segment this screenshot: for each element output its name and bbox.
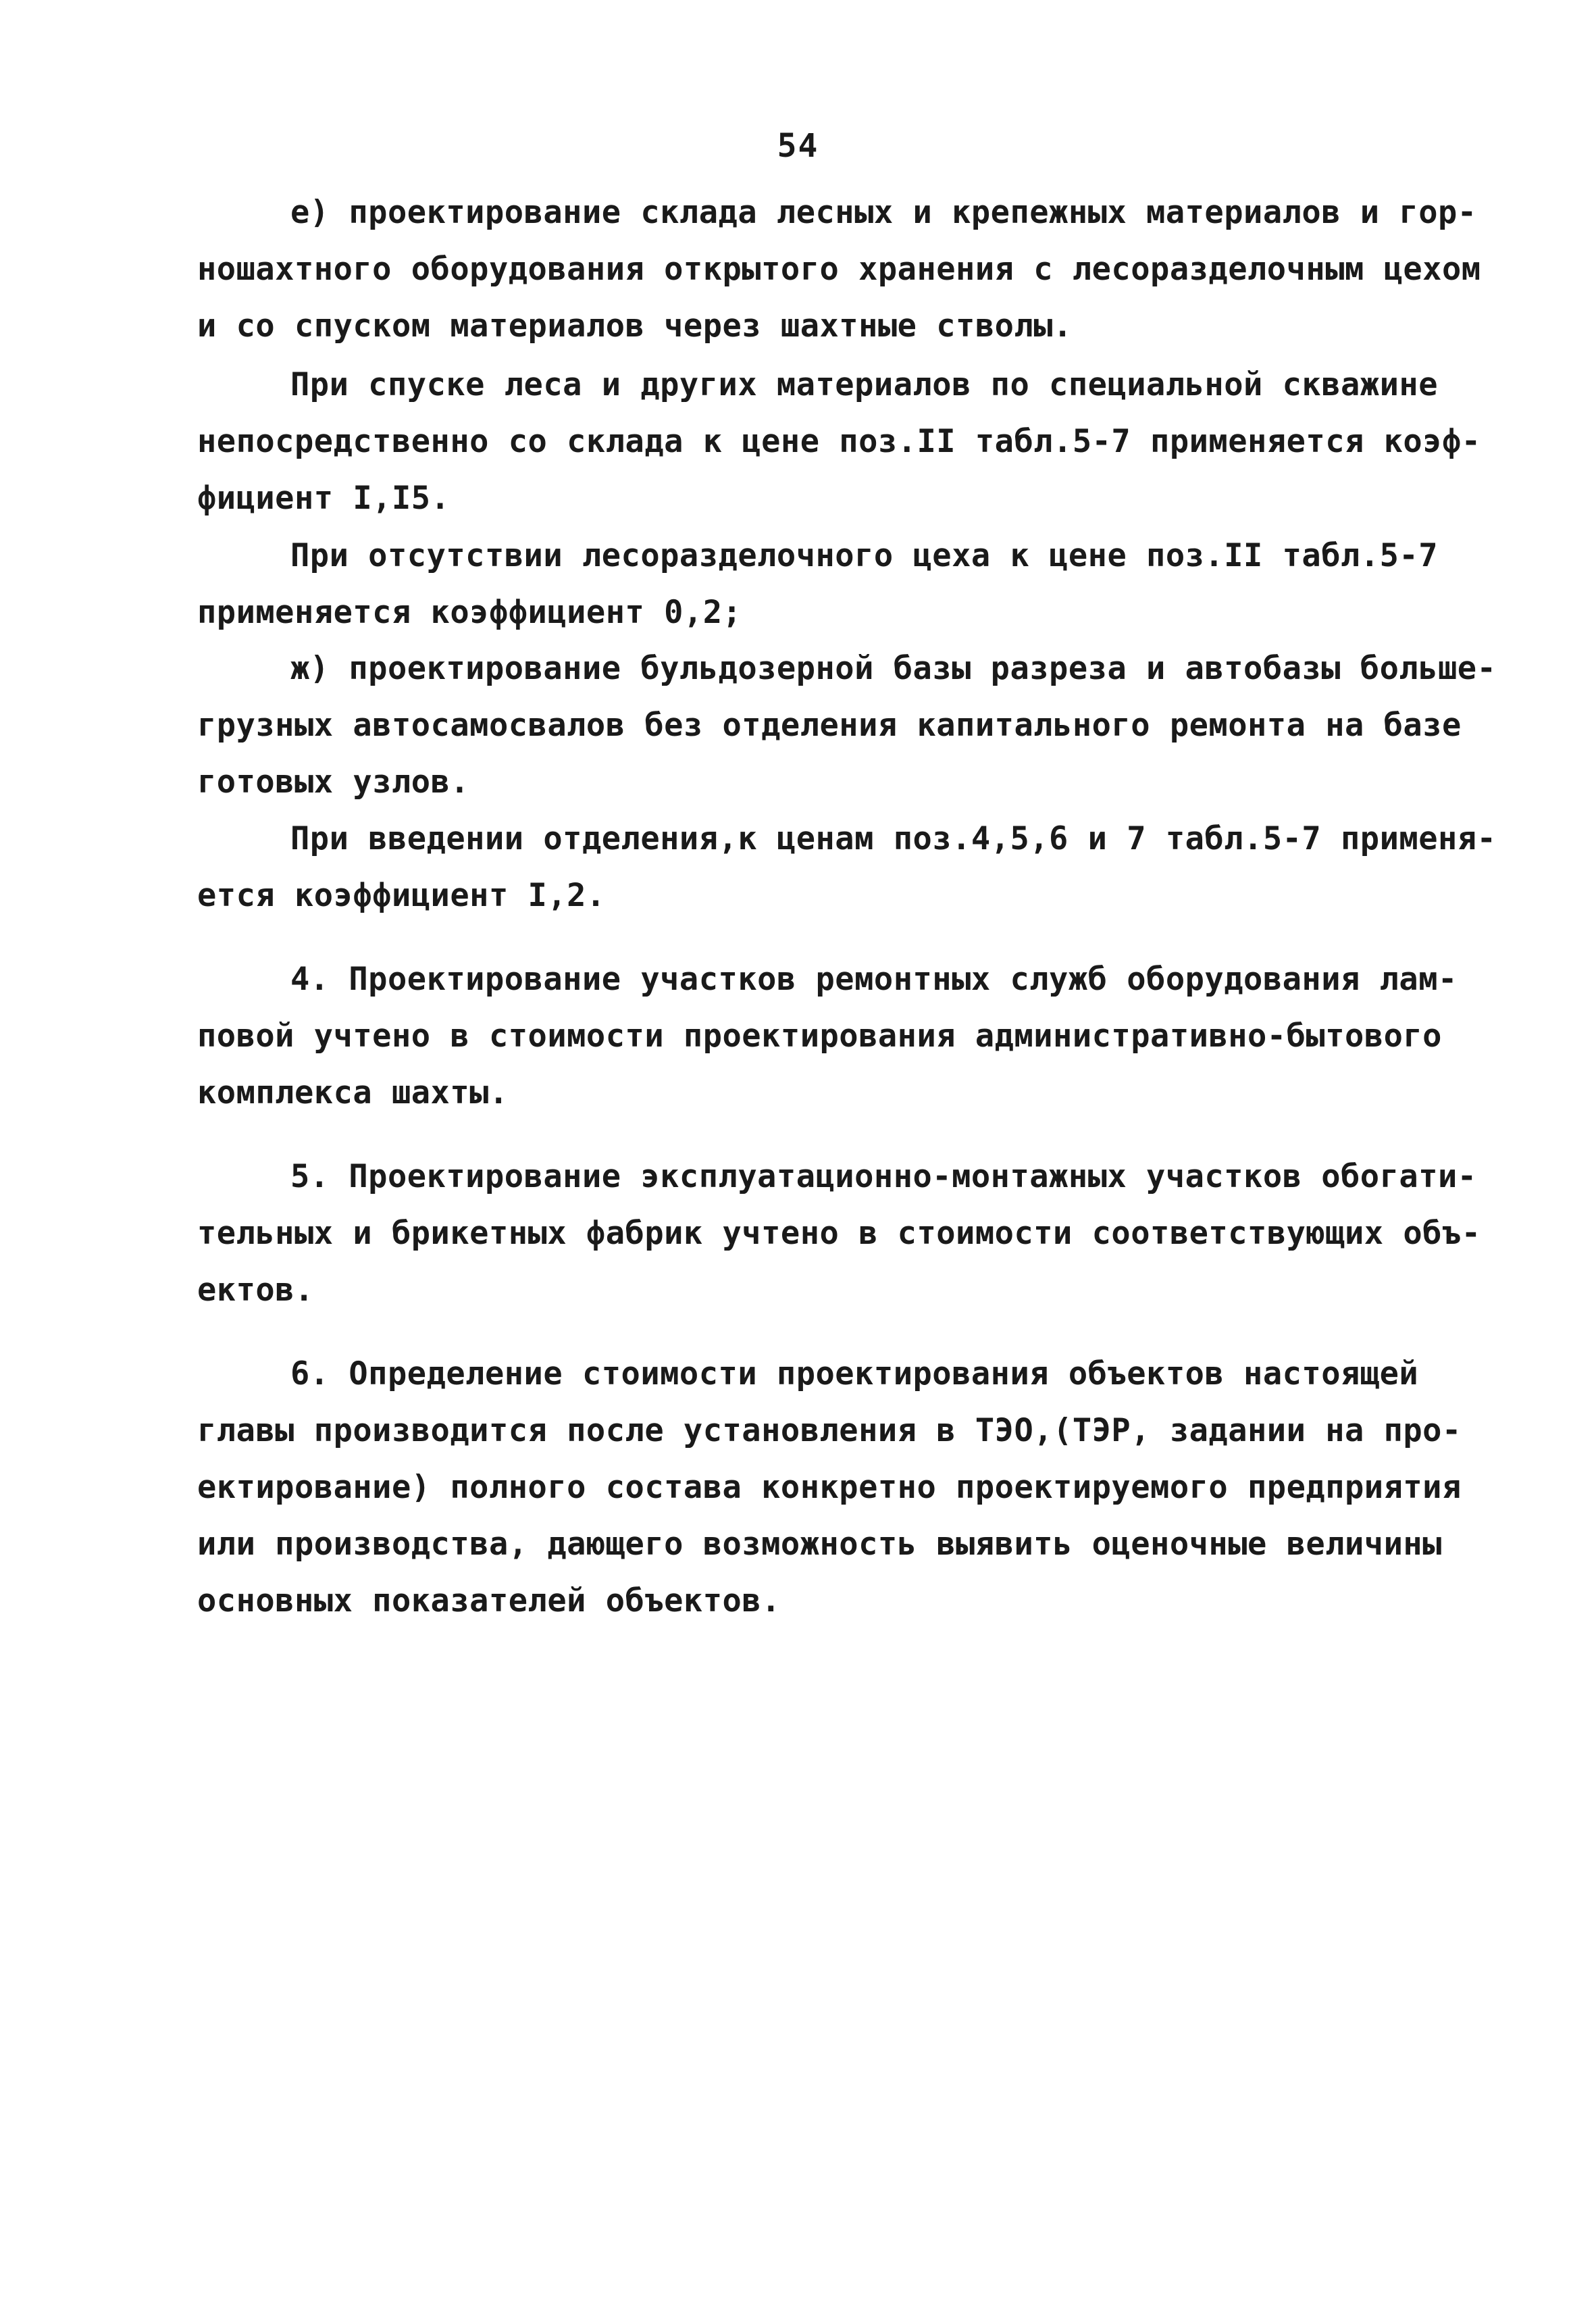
- text-line: основных показателей объектов.: [197, 1582, 781, 1619]
- text-line: готовых узлов.: [197, 763, 470, 801]
- text-line: ектов.: [197, 1272, 314, 1309]
- text-line: фициент I,I5.: [197, 480, 451, 517]
- text-line: и со спуском материалов через шахтные стволы.: [197, 307, 1073, 345]
- page-number: 54: [777, 127, 819, 165]
- text-line: 5. Проектирование эксплуатационно-монтажных участков обогати-: [290, 1158, 1477, 1195]
- text-line: ется коэффициент I,2.: [197, 877, 606, 914]
- text-line: повой учтено в стоимости проектирования административно-бытового: [197, 1017, 1442, 1055]
- text-line: ж) проектирование бульдозерной базы разреза и автобазы больше-: [290, 650, 1497, 687]
- text-line: е) проектирование склада лесных и крепежных материалов и гор-: [290, 194, 1477, 231]
- text-line: 4. Проектирование участков ремонтных служб оборудования лам-: [290, 961, 1458, 998]
- text-line: непосредственно со склада к цене поз.II табл.5-7 применяется коэф-: [197, 423, 1481, 460]
- text-line: комплекса шахты.: [197, 1074, 509, 1111]
- text-line: главы производится после установления в ТЭО,(ТЭР, задании на про-: [197, 1412, 1462, 1449]
- text-line: тельных и брикетных фабрик учтено в стоимости соответствующих объ-: [197, 1215, 1481, 1252]
- text-line: 6. Определение стоимости проектирования объектов настоящей: [290, 1355, 1419, 1392]
- text-line: При спуске леса и других материалов по специальной скважине: [290, 366, 1438, 403]
- text-line: грузных автосамосвалов без отделения капитального ремонта на базе: [197, 707, 1462, 744]
- text-line: ектирование) полного состава конкретно проектируемого предприятия: [197, 1469, 1462, 1506]
- text-line: При введении отделения,к ценам поз.4,5,6 и 7 табл.5-7 применя-: [290, 820, 1497, 857]
- text-line: ношахтного оборудования открытого хранения с лесоразделочным цехом: [197, 251, 1481, 288]
- text-line: или производства, дающего возможность выявить оценочные величины: [197, 1526, 1442, 1563]
- text-line: применяется коэффициент 0,2;: [197, 594, 742, 631]
- text-line: При отсутствии лесоразделочного цеха к цене поз.II табл.5-7: [290, 537, 1438, 574]
